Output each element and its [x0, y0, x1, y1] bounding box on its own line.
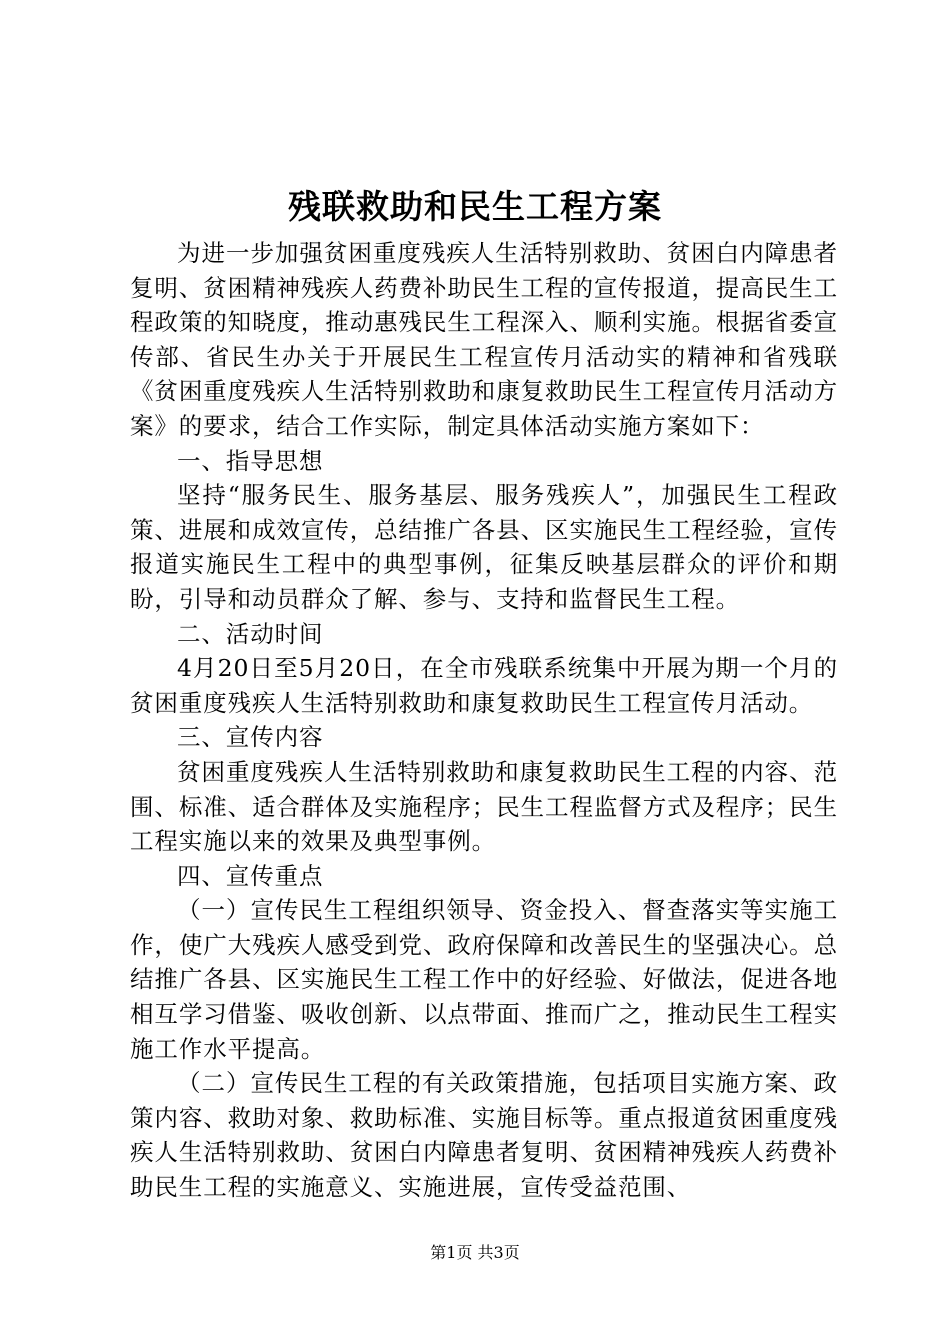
publicity-focus-paragraph-2: （二）宣传民生工程的有关政策措施，包括项目实施方案、政策内容、救助对象、救助标准、实施目标等。重点报道贫困重度残疾人生活特别救助、贫困白内障患者复明、贫困精神残疾人药费补助民生工程的实施意义、实施进展，宣传受益范围、 [130, 1069, 838, 1202]
page-footer: 第1页 共3页 [430, 1243, 520, 1262]
activity-time-paragraph: 4月20日至5月20日，在全市残联系统集中开展为期一个月的贫困重度残疾人生活特别救助和康复救助民生工程宣传月活动。 [130, 654, 838, 717]
section-heading-guiding-thought: 一、指导思想 [177, 446, 324, 475]
section-heading-activity-time: 二、活动时间 [177, 619, 324, 648]
guiding-thought-paragraph: 坚持“服务民生、服务基层、服务残疾人”，加强民生工程政策、进展和成效宣传，总结推广各县、区实施民生工程经验，宣传报道实施民生工程中的典型事例，征集反映基层群众的评价和期盼，引导和动员群众了解、参与、支持和监督民生工程。 [130, 481, 838, 613]
document-body [130, 236, 838, 1205]
publicity-focus-paragraph-1: （一）宣传民生工程组织领导、资金投入、督查落实等实施工作，使广大残疾人感受到党、政府保障和改善民生的坚强决心。总结推广各县、区实施民生工程工作中的好经验、好做法，促进各地相互学习借鉴、吸收创新、以点带面、推而广之，推动民生工程实施工作水平提高。 [130, 896, 838, 1063]
section-heading-publicity-content: 三、宣传内容 [177, 723, 324, 752]
intro-paragraph: 为进一步加强贫困重度残疾人生活特别救助、贫困白内障患者复明、贫困精神残疾人药费补助民生工程的宣传报道，提高民生工程政策的知晓度，推动惠残民生工程深入、顺利实施。根据省委宣传部、省民生办关于开展民生工程宣传月活动实的精神和省残联《贫困重度残疾人生活特别救助和康复救助民生工程宣传月活动方案》的要求，结合工作实际，制定具体活动实施方案如下： [130, 239, 838, 440]
section-heading-publicity-focus: 四、宣传重点 [177, 861, 324, 890]
publicity-content-paragraph: 贫困重度残疾人生活特别救助和康复救助民生工程的内容、范围、标准、适合群体及实施程序；民生工程监督方式及程序；民生工程实施以来的效果及典型事例。 [130, 757, 838, 856]
document-title: 残联救助和民生工程方案 [288, 187, 662, 226]
